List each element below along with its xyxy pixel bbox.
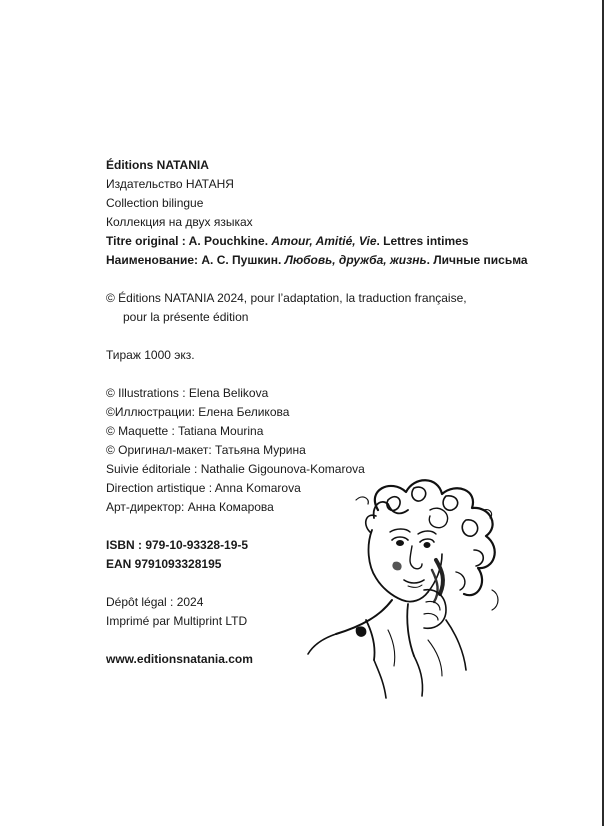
original-title-fr-rest: . Lettres intimes xyxy=(376,234,469,248)
website-link[interactable]: www.editionsnatania.com xyxy=(106,652,253,666)
copyright-line-1: © Éditions NATANIA 2024, pour l’adaptation, la traduction française, xyxy=(106,291,467,305)
original-title-ru-label: Наименование: А. С. Пушкин. xyxy=(106,253,285,267)
print-run: Тираж 1000 экз. xyxy=(106,348,195,362)
original-title-fr-label: Titre original : A. Pouchkine. xyxy=(106,234,272,248)
legal-deposit: Dépôt légal : 2024 xyxy=(106,595,204,609)
original-title-ru-rest: . Личные письма xyxy=(426,253,528,267)
collection-ru: Коллекция на двух языках xyxy=(106,215,253,229)
original-title-fr-italic: Amour, Amitié, Vie xyxy=(271,234,377,248)
spacer xyxy=(106,327,546,346)
original-title-ru-italic: Любовь, дружба, жизнь xyxy=(284,253,427,267)
credit-editorial: Suivie éditoriale : Nathalie Gigounova-Komarova xyxy=(106,462,365,476)
original-title-fr xyxy=(106,232,546,251)
credit-illustrations-ru: ©Иллюстрации: Елена Беликова xyxy=(106,405,290,419)
spacer xyxy=(106,365,546,384)
collection-fr: Collection bilingue xyxy=(106,196,204,210)
credit-art-direction-fr: Direction artistique : Anna Komarova xyxy=(106,481,301,495)
publisher-ru: Издательство НАТАНЯ xyxy=(106,177,234,191)
spacer xyxy=(106,270,546,289)
portrait-illustration xyxy=(296,470,526,705)
credit-layout-ru: © Оригинал-макет: Татьяна Мурина xyxy=(106,443,306,457)
credit-illustrations-fr: © Illustrations : Elena Belikova xyxy=(106,386,269,400)
credit-art-direction-ru: Арт-директор: Анна Комарова xyxy=(106,500,274,514)
copyright-line-2: pour la présente édition xyxy=(123,310,249,324)
original-title-ru xyxy=(106,251,546,270)
credit-layout-fr: © Maquette : Tatiana Mourina xyxy=(106,424,264,438)
publisher-fr: Éditions NATANIA xyxy=(106,158,209,172)
printer: Imprimé par Multiprint LTD xyxy=(106,614,248,628)
ean: EAN 9791093328195 xyxy=(106,557,222,571)
isbn: ISBN : 979-10-93328-19-5 xyxy=(106,538,249,552)
